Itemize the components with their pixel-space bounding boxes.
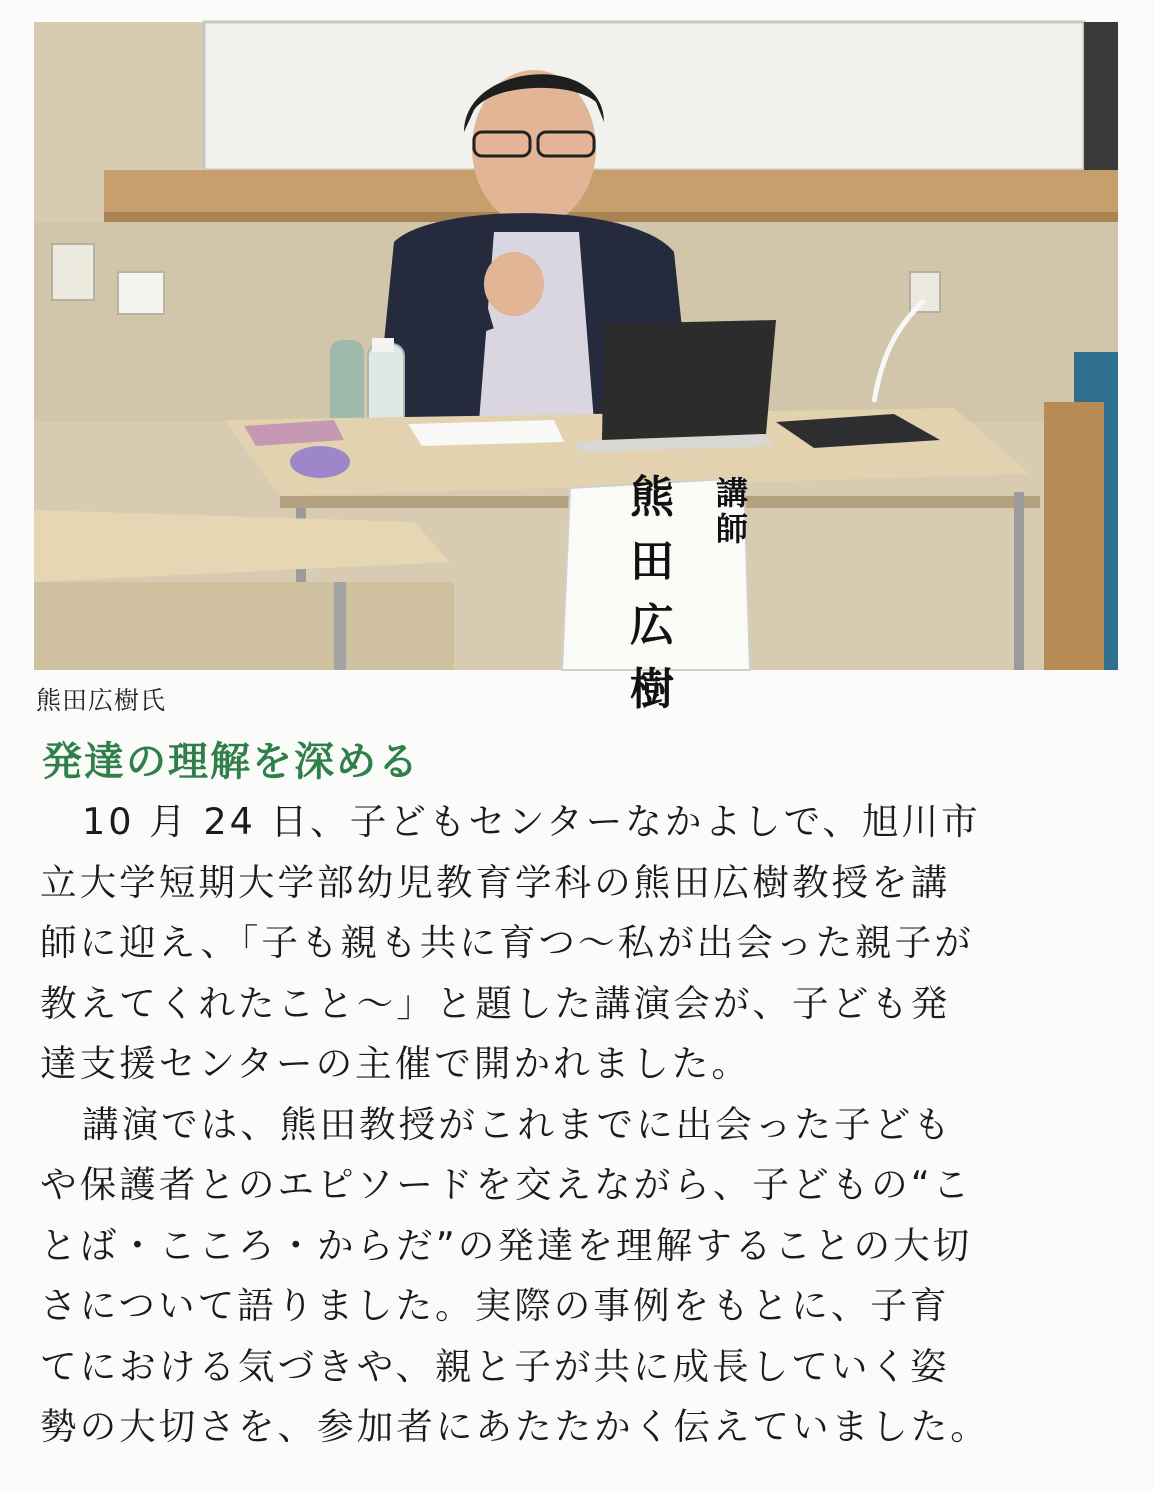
body-line: 10 月 24 日、子どもセンターなかよしで、旭川市 [82,800,981,843]
placard-label: 講師 [716,474,749,548]
body-line: 達支援センターの主催で開かれました。 [40,1042,751,1085]
article-body [40,792,1120,1458]
body-line: 講演では、熊田教授がこれまでに出会った子ども [82,1102,953,1146]
body-line: や保護者とのエピソードを交えながら、子どもの“こ [40,1163,973,1206]
body-line: 立大学短期大学部幼児教育学科の熊田広樹教授を講 [40,860,951,904]
body-line: 師に迎え、「子も親も共に育つ～私が出会った親子が [40,921,974,964]
body-line: とば・こころ・からだ”の発達を理解することの大切 [40,1223,973,1267]
body-line: さについて語りました。実際の事例をもとに、子育 [40,1284,950,1327]
article-headline: 発達の理解を深める [42,739,420,785]
placard-name: 熊田広樹 [630,472,674,715]
body-line: てにおける気づきや、親と子が共に成長していく姿 [40,1344,950,1388]
body-line: 勢の大切さを、参加者にあたたかく伝えていました。 [40,1405,990,1448]
body-line: 教えてくれたこと～」と題した講演会が、子ども発 [40,981,951,1025]
photo-caption: 熊田広樹氏 [36,686,167,715]
